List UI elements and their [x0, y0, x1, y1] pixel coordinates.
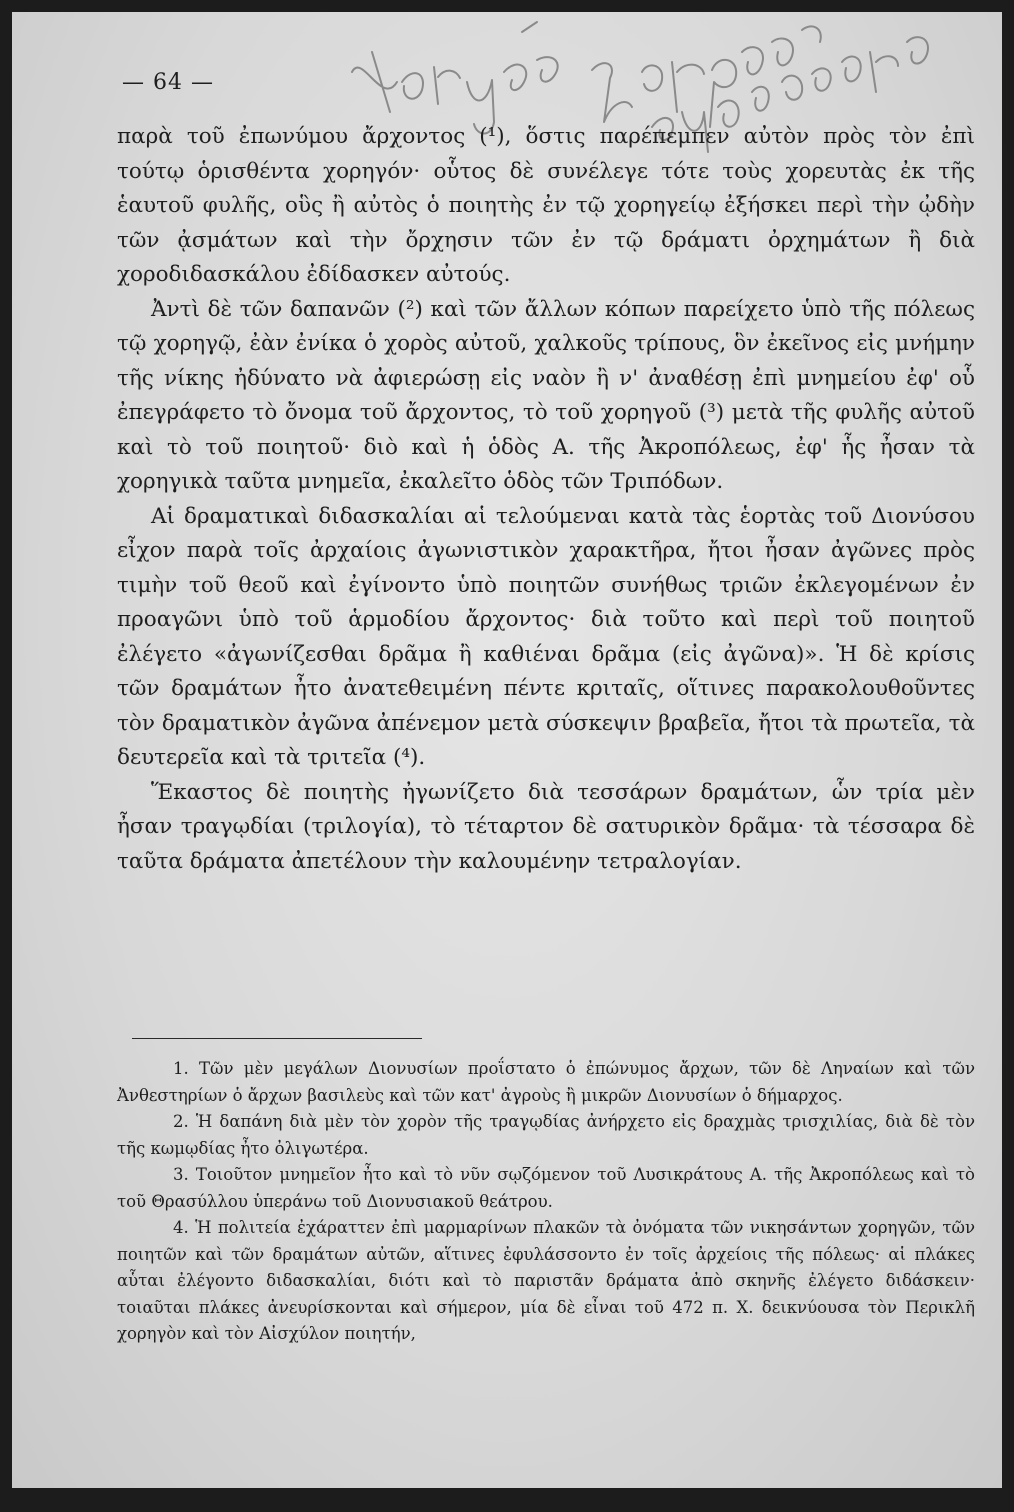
- footnotes: [117, 1056, 975, 1348]
- paragraph-3: Αἱ δραματικαὶ διδασκαλίαι αἱ τελούμεναι κατὰ τὰς ἑορτὰς τοῦ Διονύσου εἶχον παρὰ τοῖς ἀρχαίοις ἀγωνιστικὸν χαρακτῆρα, ἤτοι ἦσαν ἀγῶνες πρὸς τιμὴν τοῦ θεοῦ καὶ ἐγίνοντο ὑπὸ ποιητῶν συνήθως τριῶν ἐκλεγομένων ἐν προαγῶνι ὑπὸ τοῦ ἁρμοδίου ἄρχοντος· διὰ τοῦτο καὶ περὶ τοῦ ποιητοῦ ἐλέγετο «ἀγωνίζεσθαι δρᾶμα ἢ καθιέναι δρᾶμα (εἰς ἀγῶνα)». Ἡ δὲ κρίσις τῶν δραμάτων ἦτο ἀνατεθειμένη πέντε κριταῖς, οἵτινες παρακολουθοῦντες τὸν δραματικὸν ἀγῶνα ἀπένεμον μετὰ σύσκεψιν βραβεῖα, ἤτοι τὰ πρωτεῖα, τὰ δευτερεῖα καὶ τὰ τριτεῖα (⁴).: [117, 503, 975, 770]
- page-number: — 64 —: [122, 70, 214, 95]
- paragraph-2: Ἀντὶ δὲ τῶν δαπανῶν (²) καὶ τῶν ἄλλων κόπων παρείχετο ὑπὸ τῆς πόλεως τῷ χορηγῷ, ἐὰν ἐνίκα ὁ χορὸς αὐτοῦ, χαλκοῦς τρίπους, ὃν ἐκεῖνος εἰς μνήμην τῆς νίκης ἠδύνατο νὰ ἀφιερώσῃ εἰς ναὸν ἢ ν' ἀναθέσῃ ἐπὶ μνημείου ἐφ' οὗ ἐπεγράφετο τὸ ὄνομα τοῦ ἄρχοντος, τὸ τοῦ χορηγοῦ (³) μετὰ τῆς φυλῆς αὐτοῦ καὶ τὸ τοῦ ποιητοῦ· διὸ καὶ ἡ ὁδὸς Α. τῆς Ἀκροπόλεως, ἐφ' ἧς ἦσαν τὰ χορηγικὰ ταῦτα μνημεῖα, ἐκαλεῖτο ὁδὸς τῶν Τριπόδων.: [117, 296, 975, 494]
- footnote-2: 2. Ἡ δαπάνη διὰ μὲν τὸν χορὸν τῆς τραγῳδίας ἀνήρχετο εἰς δραχμὰς τρισχιλίας, διὰ δὲ τὸν τῆς κωμῳδίας ἦτο ὀλιγωτέρα.: [117, 1112, 975, 1158]
- footnote-divider: [132, 1038, 422, 1039]
- paragraph-1: παρὰ τοῦ ἐπωνύμου ἄρχοντος (¹), ὅστις παρέπεμπεν αὐτὸν πρὸς τὸν ἐπὶ τούτῳ ὁρισθέντα χορηγόν· οὗτος δὲ συνέλεγε τότε τοὺς χορευτὰς ἐκ τῆς ἑαυτοῦ φυλῆς, οὓς ἢ αὐτὸς ὁ ποιητὴς ἐν τῷ χορηγείῳ ἐξήσκει περὶ τὴν ᾠδὴν τῶν ᾀσμάτων καὶ τὴν ὄρχησιν τῶν ἐν τῷ δράματι ὀρχημάτων ἢ διὰ χοροδιδασκάλου ἐδίδασκεν αὐτούς.: [117, 124, 975, 287]
- footnote-4: 4. Ἡ πολιτεία ἐχάραττεν ἐπὶ μαρμαρίνων πλακῶν τὰ ὀνόματα τῶν νικησάντων χορηγῶν, τῶν ποιητῶν καὶ τῶν δραμάτων αὐτῶν, αἵτινες ἐφυλάσσοντο ἐν τοῖς ἀρχείοις τῆς πόλεως· αἱ πλάκες αὗται ἐλέγοντο διδασκαλίαι, διότι καὶ τὸ παριστᾶν δράματα ἀπὸ σκηνῆς ἐλέγετο διδάσκειν· τοιαῦται πλάκες ἀνευρίσκονται καὶ σήμερον, μία δὲ εἶναι τοῦ 472 π. Χ. δεικνύουσα τὸν Περικλῆ χορηγὸν καὶ τὸν Αἰσχύλον ποιητήν,: [117, 1218, 975, 1343]
- main-text: [117, 120, 975, 879]
- paragraph-4: Ἕκαστος δὲ ποιητὴς ἠγωνίζετο διὰ τεσσάρων δραμάτων, ὧν τρία μὲν ἦσαν τραγῳδίαι (τριλογία), τὸ τέταρτον δὲ σατυρικὸν δρᾶμα· τὰ τέσσαρα δὲ ταῦτα δράματα ἀπετέλουν τὴν καλουμένην τετραλογίαν.: [117, 779, 975, 874]
- book-page: [12, 12, 1002, 1488]
- footnote-1: 1. Τῶν μὲν μεγάλων Διονυσίων προΐστατο ὁ ἐπώνυμος ἄρχων, τῶν δὲ Ληναίων καὶ τῶν Ἀνθεστηρίων ὁ ἄρχων βασιλεὺς καὶ τῶν κατ' ἀγροὺς ἢ μικρῶν Διονυσίων ὁ δήμαρχος.: [117, 1059, 975, 1105]
- footnote-3: 3. Τοιοῦτον μνημεῖον ἦτο καὶ τὸ νῦν σῳζόμενον τοῦ Λυσικράτους Α. τῆς Ἀκροπόλεως καὶ τὸ τοῦ Θρασύλλου ὑπεράνω τοῦ Διονυσιακοῦ θεάτρου.: [117, 1165, 975, 1211]
